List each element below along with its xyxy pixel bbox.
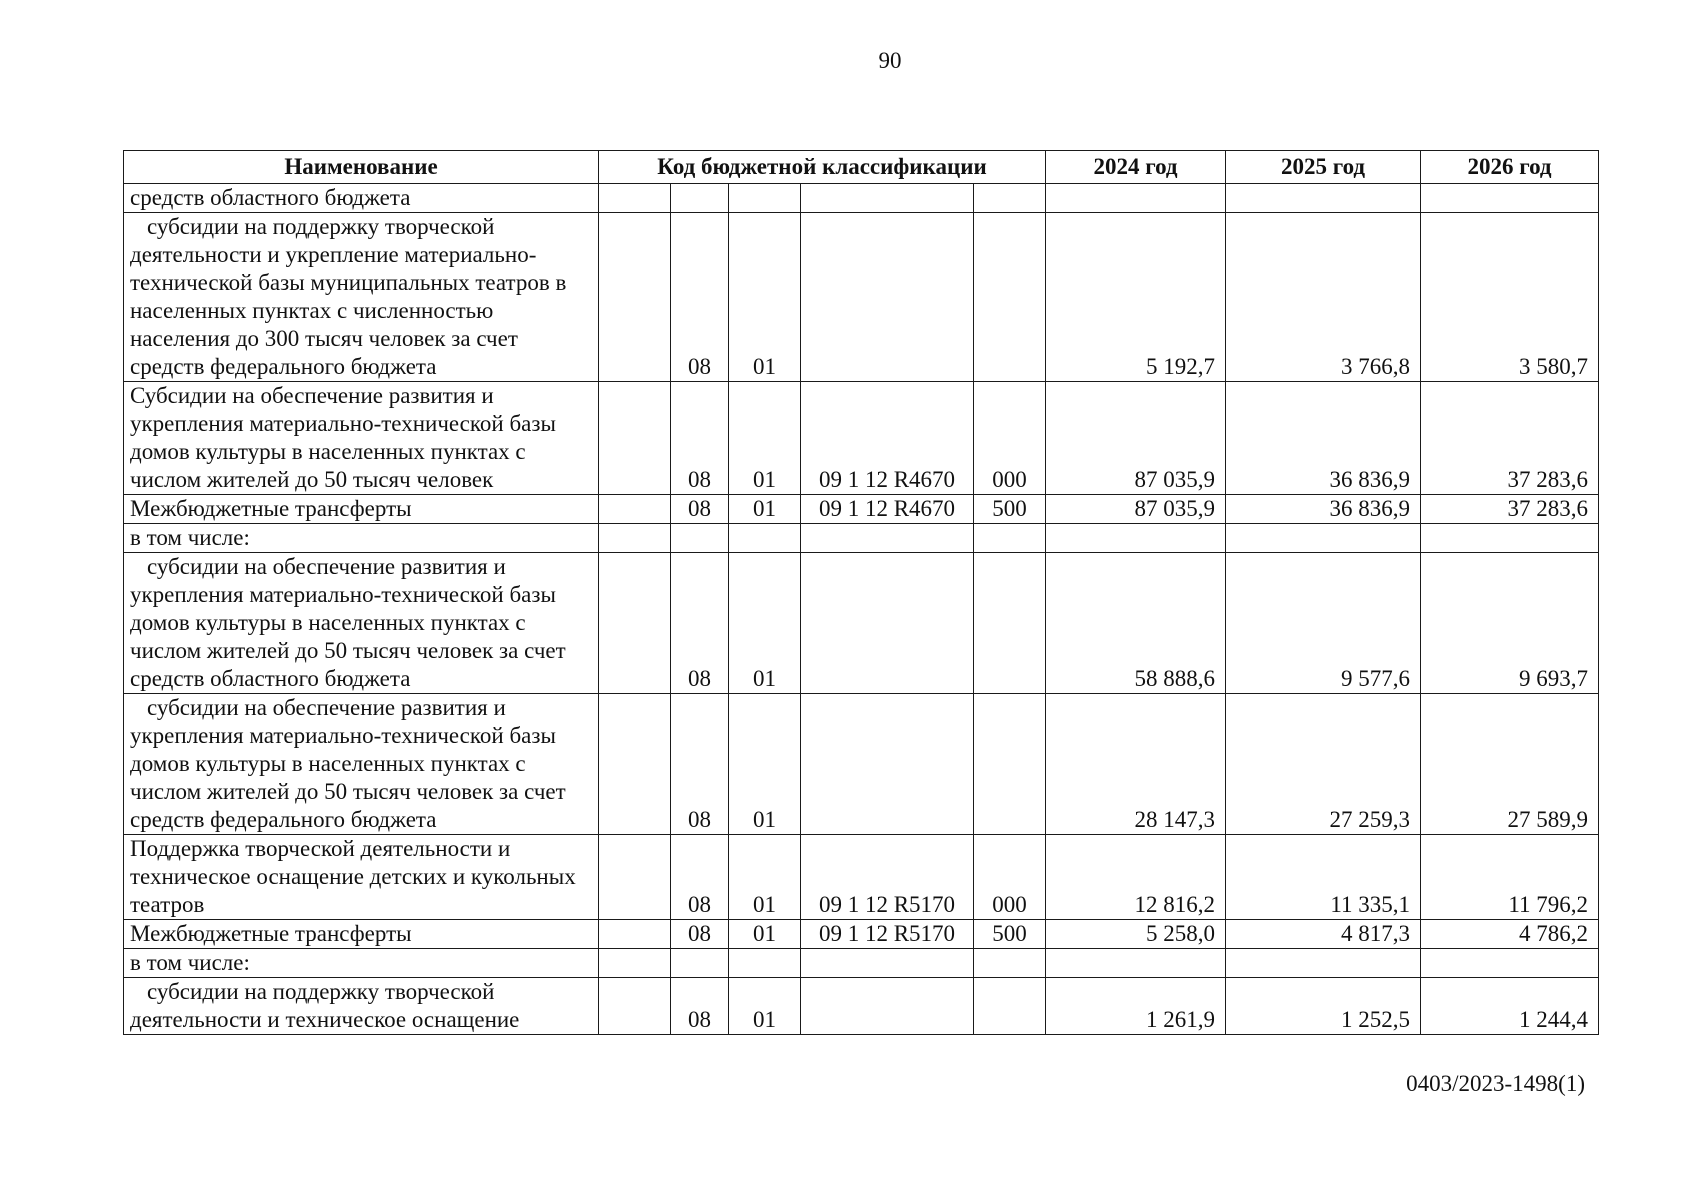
header-2026: 2026 год xyxy=(1421,151,1599,184)
amount-2026-cell: 37 283,6 xyxy=(1421,382,1599,495)
header-name: Наименование xyxy=(124,151,599,184)
expense-type-code-cell: 500 xyxy=(974,920,1046,949)
code-col1-cell xyxy=(599,694,671,835)
code-col1-cell xyxy=(599,213,671,382)
section-code-cell: 08 xyxy=(671,553,729,694)
expense-type-code-cell: 000 xyxy=(974,382,1046,495)
code-col1-cell xyxy=(599,495,671,524)
amount-2025-cell: 9 577,6 xyxy=(1226,553,1421,694)
header-code: Код бюджетной классификации xyxy=(599,151,1046,184)
document-number: 0403/2023-1498(1) xyxy=(1406,1071,1585,1096)
subsection-code-cell xyxy=(729,949,801,978)
code-col1-cell xyxy=(599,184,671,213)
amount-2024-cell: 1 261,9 xyxy=(1046,978,1226,1035)
expense-type-code-cell xyxy=(974,694,1046,835)
amount-2026-cell: 37 283,6 xyxy=(1421,495,1599,524)
name-cell: Межбюджетные трансферты xyxy=(124,920,599,949)
amount-2026-cell xyxy=(1421,524,1599,553)
table-row xyxy=(124,524,1599,553)
header-row xyxy=(124,151,1599,184)
amount-2025-cell xyxy=(1226,524,1421,553)
target-article-code-cell xyxy=(801,524,974,553)
section-code-cell: 08 xyxy=(671,978,729,1035)
section-code-cell: 08 xyxy=(671,694,729,835)
name-cell: Межбюджетные трансферты xyxy=(124,495,599,524)
section-code-cell: 08 xyxy=(671,213,729,382)
target-article-code-cell xyxy=(801,694,974,835)
target-article-code-cell: 09 1 12 R4670 xyxy=(801,495,974,524)
amount-2025-cell: 3 766,8 xyxy=(1226,213,1421,382)
amount-2026-cell: 4 786,2 xyxy=(1421,920,1599,949)
subsection-code-cell: 01 xyxy=(729,694,801,835)
code-col1-cell xyxy=(599,920,671,949)
target-article-code-cell: 09 1 12 R5170 xyxy=(801,920,974,949)
amount-2024-cell: 5 258,0 xyxy=(1046,920,1226,949)
amount-2026-cell: 1 244,4 xyxy=(1421,978,1599,1035)
page-number: 90 xyxy=(878,48,902,73)
amount-2024-cell: 12 816,2 xyxy=(1046,835,1226,920)
table-row xyxy=(124,495,1599,524)
table-row xyxy=(124,835,1599,920)
name-cell: субсидии на поддержку творческой деятельности и техническое оснащение xyxy=(124,978,599,1035)
amount-2024-cell: 58 888,6 xyxy=(1046,553,1226,694)
section-code-cell xyxy=(671,949,729,978)
target-article-code-cell xyxy=(801,978,974,1035)
expense-type-code-cell xyxy=(974,184,1046,213)
table-row xyxy=(124,382,1599,495)
table-row xyxy=(124,920,1599,949)
table-body xyxy=(124,184,1599,1035)
amount-2024-cell: 5 192,7 xyxy=(1046,213,1226,382)
amount-2024-cell: 87 035,9 xyxy=(1046,495,1226,524)
target-article-code-cell xyxy=(801,553,974,694)
amount-2026-cell: 27 589,9 xyxy=(1421,694,1599,835)
section-code-cell: 08 xyxy=(671,920,729,949)
name-cell: субсидии на поддержку творческой деятельности и укрепление материально-технической базы муниципальных театров в населенных пунктах с численностью населения до 300 тысяч человек за счет средств федерального бюджета xyxy=(124,213,599,382)
name-cell: субсидии на обеспечение развития и укрепления материально-технической базы домов культуры в населенных пунктах с числом жителей до 50 тысяч человек за счет средств областного бюджета xyxy=(124,553,599,694)
target-article-code-cell: 09 1 12 R4670 xyxy=(801,382,974,495)
code-col1-cell xyxy=(599,978,671,1035)
target-article-code-cell xyxy=(801,213,974,382)
name-cell: Субсидии на обеспечение развития и укрепления материально-технической базы домов культуры в населенных пунктах с числом жителей до 50 тысяч человек xyxy=(124,382,599,495)
table-row xyxy=(124,978,1599,1035)
amount-2025-cell: 36 836,9 xyxy=(1226,495,1421,524)
code-col1-cell xyxy=(599,835,671,920)
budget-table xyxy=(123,150,1599,1035)
subsection-code-cell: 01 xyxy=(729,213,801,382)
target-article-code-cell: 09 1 12 R5170 xyxy=(801,835,974,920)
subsection-code-cell: 01 xyxy=(729,835,801,920)
amount-2025-cell xyxy=(1226,184,1421,213)
table-row xyxy=(124,694,1599,835)
amount-2026-cell: 3 580,7 xyxy=(1421,213,1599,382)
amount-2025-cell xyxy=(1226,949,1421,978)
name-cell: Поддержка творческой деятельности и техническое оснащение детских и кукольных театров xyxy=(124,835,599,920)
subsection-code-cell: 01 xyxy=(729,553,801,694)
name-cell: средств областного бюджета xyxy=(124,184,599,213)
amount-2024-cell xyxy=(1046,949,1226,978)
target-article-code-cell xyxy=(801,184,974,213)
amount-2025-cell: 4 817,3 xyxy=(1226,920,1421,949)
table-row xyxy=(124,184,1599,213)
section-code-cell: 08 xyxy=(671,835,729,920)
amount-2024-cell xyxy=(1046,184,1226,213)
amount-2026-cell xyxy=(1421,184,1599,213)
amount-2024-cell: 28 147,3 xyxy=(1046,694,1226,835)
subsection-code-cell xyxy=(729,184,801,213)
subsection-code-cell: 01 xyxy=(729,978,801,1035)
expense-type-code-cell xyxy=(974,213,1046,382)
amount-2025-cell: 1 252,5 xyxy=(1226,978,1421,1035)
expense-type-code-cell: 500 xyxy=(974,495,1046,524)
expense-type-code-cell xyxy=(974,949,1046,978)
code-col1-cell xyxy=(599,949,671,978)
header-2025: 2025 год xyxy=(1226,151,1421,184)
expense-type-code-cell: 000 xyxy=(974,835,1046,920)
amount-2026-cell xyxy=(1421,949,1599,978)
section-code-cell: 08 xyxy=(671,495,729,524)
name-cell: субсидии на обеспечение развития и укрепления материально-технической базы домов культуры в населенных пунктах с числом жителей до 50 тысяч человек за счет средств федерального бюджета xyxy=(124,694,599,835)
section-code-cell xyxy=(671,184,729,213)
amount-2025-cell: 11 335,1 xyxy=(1226,835,1421,920)
target-article-code-cell xyxy=(801,949,974,978)
amount-2026-cell: 9 693,7 xyxy=(1421,553,1599,694)
name-cell: в том числе: xyxy=(124,949,599,978)
amount-2026-cell: 11 796,2 xyxy=(1421,835,1599,920)
table-row xyxy=(124,553,1599,694)
expense-type-code-cell xyxy=(974,553,1046,694)
subsection-code-cell xyxy=(729,524,801,553)
amount-2024-cell: 87 035,9 xyxy=(1046,382,1226,495)
code-col1-cell xyxy=(599,382,671,495)
section-code-cell: 08 xyxy=(671,382,729,495)
code-col1-cell xyxy=(599,524,671,553)
name-cell: в том числе: xyxy=(124,524,599,553)
expense-type-code-cell xyxy=(974,524,1046,553)
table-row xyxy=(124,949,1599,978)
expense-type-code-cell xyxy=(974,978,1046,1035)
table-row xyxy=(124,213,1599,382)
header-2024: 2024 год xyxy=(1046,151,1226,184)
subsection-code-cell: 01 xyxy=(729,382,801,495)
subsection-code-cell: 01 xyxy=(729,920,801,949)
amount-2024-cell xyxy=(1046,524,1226,553)
section-code-cell xyxy=(671,524,729,553)
amount-2025-cell: 27 259,3 xyxy=(1226,694,1421,835)
amount-2025-cell: 36 836,9 xyxy=(1226,382,1421,495)
subsection-code-cell: 01 xyxy=(729,495,801,524)
code-col1-cell xyxy=(599,553,671,694)
